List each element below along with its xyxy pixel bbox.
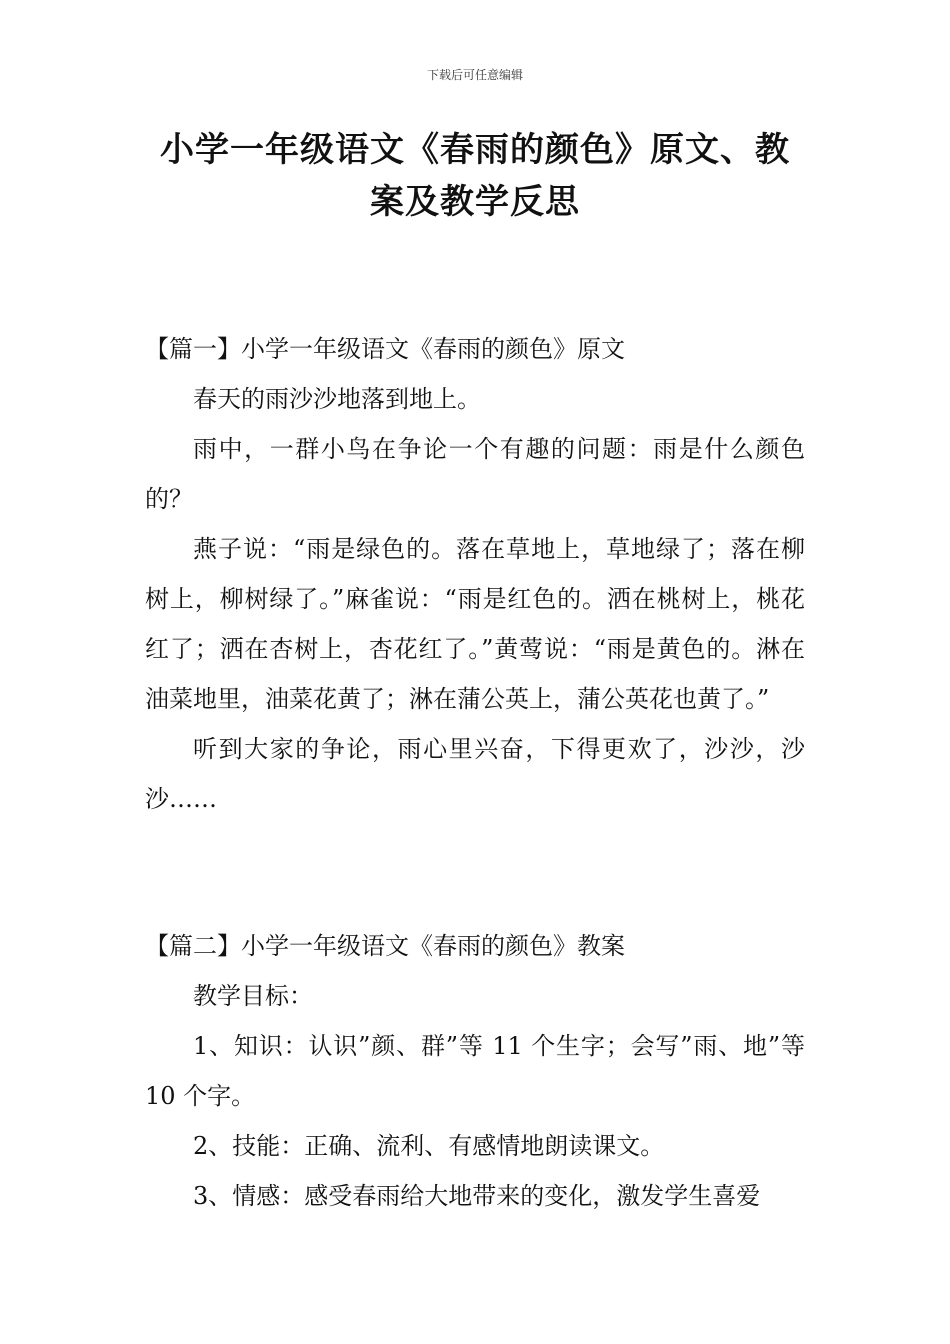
section-1 <box>145 324 805 824</box>
paragraph: 教学目标： <box>193 982 313 1010</box>
paragraph: 雨中，一群小鸟在争论一个有趣的问题：雨是什么颜色的？ <box>145 435 805 513</box>
header-note: 下载后可任意编辑 <box>426 68 523 82</box>
section-2-heading: 【篇二】小学一年级语文《春雨的颜色》教案 <box>145 932 625 960</box>
paragraph: 2、技能：正确、流利、有感情地朗读课文。 <box>193 1132 665 1160</box>
paragraph: 3、情感：感受春雨给大地带来的变化，激发学生喜爱 <box>193 1182 761 1210</box>
page-title: 小学一年级语文《春雨的颜色》原文、教案及教学反思 <box>160 130 790 222</box>
paragraph: 燕子说：“雨是绿色的。落在草地上，草地绿了；落在柳树上，柳树绿了。”麻雀说：“雨是红色的。洒在桃树上，桃花红了；洒在杏树上，杏花红了。”黄莺说：“雨是黄色的。淋在油菜地里，油菜花黄了；淋在蒲公英上，蒲公英花也黄了。” <box>145 535 805 713</box>
paragraph: 1、知识：认识”颜、群”等 11 个生字；会写”雨、地”等 10 个字。 <box>145 1032 805 1110</box>
section-1-heading: 【篇一】小学一年级语文《春雨的颜色》原文 <box>145 335 625 363</box>
paragraph: 春天的雨沙沙地落到地上。 <box>193 385 481 413</box>
section-2 <box>145 921 805 1221</box>
paragraph: 听到大家的争论，雨心里兴奋，下得更欢了，沙沙，沙沙…… <box>145 735 805 813</box>
